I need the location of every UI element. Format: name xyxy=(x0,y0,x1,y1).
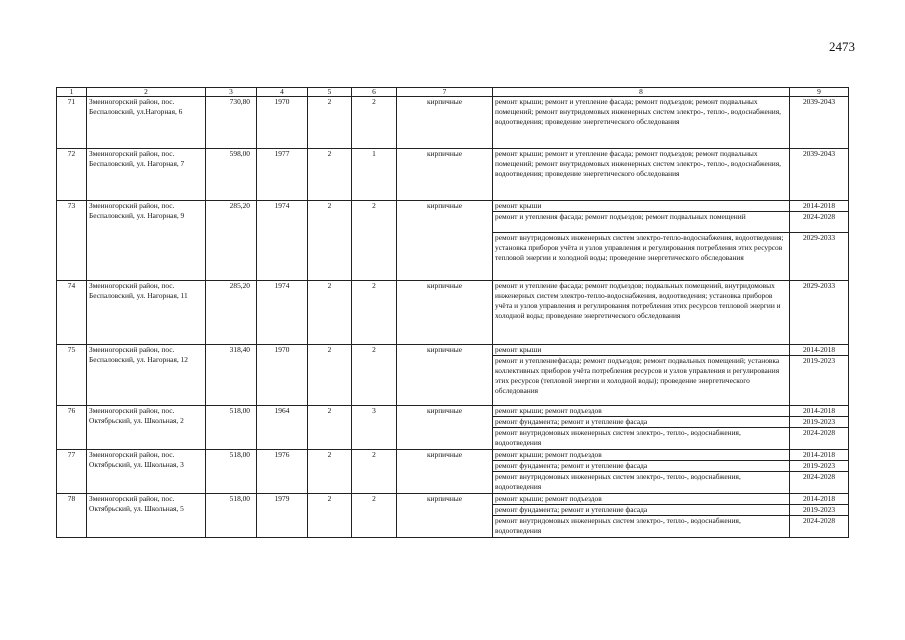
column-header: 6 xyxy=(352,88,397,97)
floors-cell: 2 xyxy=(308,345,352,406)
area-cell: 730,80 xyxy=(206,97,257,149)
row-number-cell: 77 xyxy=(57,450,87,494)
work-description-cell: ремонт фундамента; ремонт и утепление фасада xyxy=(493,461,790,472)
entrances-cell: 2 xyxy=(352,450,397,494)
column-header: 7 xyxy=(397,88,493,97)
work-description-cell: ремонт внутридомовых инженерных систем электро-, тепло-, водоснабжения, водоотведения xyxy=(493,472,790,494)
wall-material-cell: кирпичные xyxy=(397,406,493,450)
row-number-cell: 78 xyxy=(57,494,87,538)
area-cell: 518,00 xyxy=(206,406,257,450)
wall-material-cell: кирпичные xyxy=(397,450,493,494)
address-cell: Змеиногорский район, пос. Беспаловский, ул. Нагорная, 11 xyxy=(87,281,206,345)
floors-cell: 2 xyxy=(308,450,352,494)
wall-material-cell: кирпичные xyxy=(397,201,493,281)
address-cell: Змеиногорский район, пос. Беспаловский, ул. Нагорная, 9 xyxy=(87,201,206,281)
repair-period-cell: 2039-2043 xyxy=(790,97,849,149)
repair-period-cell: 2019-2023 xyxy=(790,417,849,428)
year-cell: 1977 xyxy=(257,149,308,201)
work-description-cell: ремонт крыши; ремонт подъездов xyxy=(493,406,790,417)
repair-period-cell: 2024-2028 xyxy=(790,428,849,450)
repair-period-cell: 2019-2023 xyxy=(790,505,849,516)
repair-period-cell: 2019-2023 xyxy=(790,356,849,406)
column-header: 2 xyxy=(87,88,206,97)
year-cell: 1964 xyxy=(257,406,308,450)
area-cell: 518,00 xyxy=(206,494,257,538)
repair-period-cell: 2014-2018 xyxy=(790,201,849,212)
table-row xyxy=(57,450,849,461)
repair-period-cell: 2029-2033 xyxy=(790,281,849,345)
floors-cell: 2 xyxy=(308,494,352,538)
column-header: 5 xyxy=(308,88,352,97)
work-description-cell: ремонт внутридомовых инженерных систем электро-, тепло-, водоснабжения, водоотведения xyxy=(493,428,790,450)
column-header: 3 xyxy=(206,88,257,97)
repair-period-cell: 2024-2028 xyxy=(790,516,849,538)
address-cell: Змеиногорский район, пос. Октябрьский, ул. Школьная, 5 xyxy=(87,494,206,538)
work-description-cell: ремонт крыши xyxy=(493,201,790,212)
row-number-cell: 71 xyxy=(57,97,87,149)
repair-period-cell: 2014-2018 xyxy=(790,406,849,417)
row-number-cell: 75 xyxy=(57,345,87,406)
wall-material-cell: кирпичные xyxy=(397,494,493,538)
address-cell: Змеиногорский район, пос. Беспаловский, ул. Нагорная, 12 xyxy=(87,345,206,406)
wall-material-cell: кирпичные xyxy=(397,345,493,406)
repair-period-cell: 2014-2018 xyxy=(790,345,849,356)
year-cell: 1976 xyxy=(257,450,308,494)
entrances-cell: 3 xyxy=(352,406,397,450)
entrances-cell: 1 xyxy=(352,149,397,201)
column-header: 1 xyxy=(57,88,87,97)
row-number-cell: 74 xyxy=(57,281,87,345)
page-number: 2473 xyxy=(829,39,855,54)
work-description-cell: ремонт внутридомовых инженерных систем электро-тепло-водоснабжения, водоотведения; установка приборов учёта и узлов управления и регулирования потребления этих ресурсов тепловой энергии и холодной воды; проведение энергетического обследования xyxy=(493,233,790,281)
work-description-cell: ремонт крыши xyxy=(493,345,790,356)
entrances-cell: 2 xyxy=(352,345,397,406)
work-description-cell: ремонт крыши; ремонт и утепление фасада; ремонт подъездов; ремонт подвальных помещений; ремонт внутридомовых инженерных систем электро-, тепло-, водоснабжения, водоотведения; проведение энергетического обследования xyxy=(493,97,790,149)
address-cell: Змеиногорский район, пос. Октябрьский, ул. Школьная, 2 xyxy=(87,406,206,450)
repair-period-cell: 2014-2018 xyxy=(790,494,849,505)
table-row xyxy=(57,97,849,149)
repair-period-cell: 2029-2033 xyxy=(790,233,849,281)
floors-cell: 2 xyxy=(308,97,352,149)
year-cell: 1974 xyxy=(257,201,308,281)
row-number-cell: 76 xyxy=(57,406,87,450)
repair-period-cell: 2024-2028 xyxy=(790,472,849,494)
table-row xyxy=(57,201,849,212)
address-cell: Змеиногорский район, пос. Беспаловский, ул.Нагорная, 6 xyxy=(87,97,206,149)
repair-period-cell: 2014-2018 xyxy=(790,450,849,461)
column-header: 9 xyxy=(790,88,849,97)
table-row xyxy=(57,149,849,201)
repair-period-cell: 2024-2028 xyxy=(790,212,849,233)
column-header: 8 xyxy=(493,88,790,97)
work-description-cell: ремонт внутридомовых инженерных систем электро-, тепло-, водоснабжения, водоотведения xyxy=(493,516,790,538)
floors-cell: 2 xyxy=(308,406,352,450)
area-cell: 518,00 xyxy=(206,450,257,494)
work-description-cell: ремонт и утепления фасада; ремонт подъездов; ремонт подвальных помещений xyxy=(493,212,790,233)
repair-period-cell: 2019-2023 xyxy=(790,461,849,472)
area-cell: 285,20 xyxy=(206,201,257,281)
header-row xyxy=(57,88,849,97)
area-cell: 285,20 xyxy=(206,281,257,345)
work-description-cell: ремонт фундамента; ремонт и утепление фасада xyxy=(493,505,790,516)
table-row xyxy=(57,281,849,345)
entrances-cell: 2 xyxy=(352,97,397,149)
wall-material-cell: кирпичные xyxy=(397,149,493,201)
row-number-cell: 73 xyxy=(57,201,87,281)
work-description-cell: ремонт фундамента; ремонт и утепление фасада xyxy=(493,417,790,428)
wall-material-cell: кирпичные xyxy=(397,281,493,345)
work-description-cell: ремонт и утеплениефасада; ремонт подъездов; ремонт подвальных помещений; установка коллективных приборов учёта потребления ресурсов и узлов управления и регулирования этих ресурсов (тепловой энергии и холодной воды); проведение энергетического обследования xyxy=(493,356,790,406)
work-description-cell: ремонт крыши; ремонт и утепление фасада; ремонт подъездов; ремонт подвальных помещений; ремонт внутридомовых инженерных систем электро-, тепло-, водоснабжения, водоотведения; проведение энергетического обследования xyxy=(493,149,790,201)
wall-material-cell: кирпичные xyxy=(397,97,493,149)
floors-cell: 2 xyxy=(308,201,352,281)
table-row xyxy=(57,406,849,417)
year-cell: 1974 xyxy=(257,281,308,345)
floors-cell: 2 xyxy=(308,149,352,201)
entrances-cell: 2 xyxy=(352,494,397,538)
year-cell: 1970 xyxy=(257,97,308,149)
area-cell: 318,40 xyxy=(206,345,257,406)
work-description-cell: ремонт крыши; ремонт подъездов xyxy=(493,450,790,461)
entrances-cell: 2 xyxy=(352,281,397,345)
address-cell: Змеиногорский район, пос. Беспаловский, ул. Нагорная, 7 xyxy=(87,149,206,201)
floors-cell: 2 xyxy=(308,281,352,345)
entrances-cell: 2 xyxy=(352,201,397,281)
housing-repair-table xyxy=(56,87,849,538)
row-number-cell: 72 xyxy=(57,149,87,201)
work-description-cell: ремонт и утепление фасада; ремонт подъездов; подвальных помещений, внутридомовых инженерных систем электро-тепло-водоснабжения, водоотведения; установка приборов учёта и узлов управления и регулирования потребления этих ресурсов тепловой энергии и холодной воды; проведение энергетического обследования xyxy=(493,281,790,345)
year-cell: 1979 xyxy=(257,494,308,538)
area-cell: 598,00 xyxy=(206,149,257,201)
table-row xyxy=(57,494,849,505)
year-cell: 1970 xyxy=(257,345,308,406)
column-header: 4 xyxy=(257,88,308,97)
repair-period-cell: 2039-2043 xyxy=(790,149,849,201)
address-cell: Змеиногорский район, пос. Октябрьский, ул. Школьная, 3 xyxy=(87,450,206,494)
table-row xyxy=(57,345,849,356)
work-description-cell: ремонт крыши; ремонт подъездов xyxy=(493,494,790,505)
